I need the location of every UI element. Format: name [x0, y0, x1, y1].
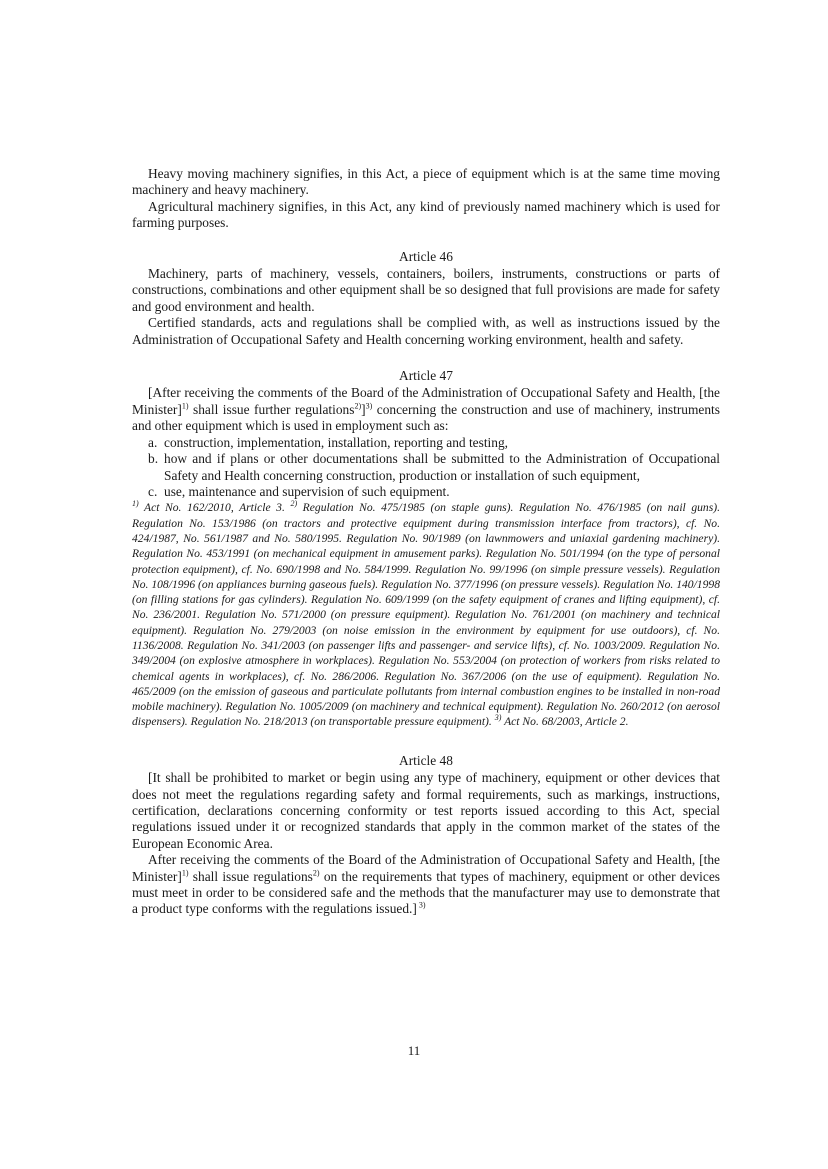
footnote-marker: 3) — [494, 713, 502, 723]
paragraph-agricultural-machinery: Agricultural machinery signifies, in this Act, any kind of previously named machinery which is used for farming purposes. — [132, 198, 720, 231]
article-47-footnotes — [132, 500, 720, 729]
article-48-paragraph-2 — [132, 852, 720, 918]
footnote-text: Act No. 68/2003, Article 2. — [501, 715, 629, 729]
footnote-ref: 1) — [181, 868, 189, 878]
article-46-heading: Article 46 — [399, 248, 453, 264]
article-46-paragraph-1: Machinery, parts of machinery, vessels, containers, boilers, instruments, constructions or parts of constructions, combinations and other equipment shall be so designed that full provisions are made for safety and good environment and health. — [132, 266, 720, 314]
footnote-ref: 3) — [365, 401, 373, 411]
list-marker: a. — [148, 434, 158, 450]
list-marker: c. — [148, 483, 158, 499]
article-48-text-a: After receiving the comments of the Board of the Administration of Occupational Safety and Health, [the Minister] — [132, 852, 720, 884]
list-marker: b. — [148, 451, 159, 467]
footnote-ref: 2) — [354, 401, 362, 411]
list-item — [132, 435, 720, 451]
footnote-ref: 2) — [312, 868, 320, 878]
article-48-paragraph-1: [It shall be prohibited to market or begin using any type of machinery, equipment or other devices that does not meet the regulations regarding safety and formal requirements, such as markings, instructions, certification, declarations concerning conformity or test reports issued according to this Act, special regulations issued under it or recognized standards that apply in the common market of the states of the European Economic Area. — [132, 770, 720, 851]
list-item-text: use, maintenance and supervision of such equipment. — [164, 483, 450, 499]
article-48-text-b: shall issue regulations — [188, 868, 313, 884]
article-48-heading: Article 48 — [399, 752, 453, 768]
footnote-marker: 1) — [132, 499, 139, 509]
article-47-text-c: ] — [361, 401, 366, 417]
article-47-text-a: [After receiving the comments of the Board of the Administration of Occupational Safety and Health, [the Minister] — [132, 385, 720, 417]
article-47-heading: Article 47 — [399, 368, 453, 384]
list-item — [132, 484, 720, 500]
footnote-text: Regulation No. 475/1985 (on staple guns). Regulation No. 476/1985 (on nail guns). Regulation No. 153/1986 (on tractors and protective equipment during transmission interface from tractors), cf. No. 424/1987, No. 561/1987 and No. 580/1995. Regulation No. 90/1989 (on lawnmowers and uniaxial gardening machinery). Regulation No. 453/1991 (on mechanical equipment in amusement parks). Regulation No. 501/1994 (on the type of personal protection equipment), cf. No. 690/1998 and No. 584/1999. Regulation No. 99/1996 (on simple pressure vessels). Regulation No. 108/1996 (on appliances burning gaseous fuels). Regulation No. 377/1996 (on pressure vessels). Regulation No. 140/1998 (on filling stations for gas cylinders). Regulation No. 609/1999 (on the safety equipment of cranes and lifting equipment), cf. No. 236/2001. Regulation No. 571/2000 (on pressure equipment). Regulation No. 761/2001 (on machinery and technical equipment). Regulation No. 279/2003 (on noise emission in the environment by equipment for use outdoors), cf. No. 1136/2008. Regulation No. 341/2003 (on passenger lifts and passenger- and service lifts), cf. No. 1003/2009. Regulation No. 349/2004 (on explosive atmosphere in workplaces). Regulation No. 553/2004 (on protection of workers from risks related to chemical agents in workplaces), cf. No. 286/2006. Regulation No. 367/2006 (on the use of equipment). Regulation No. 465/2009 (on the emission of gaseous and particulate pollutants from internal combustion engines to be installed in non-road mobile machinery). Regulation No. 1005/2009 (on machinery and technical equipment). Regulation No. 260/2012 (on aerosol dispensers). Regulation No. 218/2013 (on transportable pressure equipment). — [132, 501, 720, 729]
article-47-list — [132, 435, 720, 501]
list-item-text: how and if plans or other documentations shall be submitted to the Administration of Occupational Safety and Health concerning construction, production or installation of such equipment, — [164, 451, 720, 483]
article-47-paragraph-1 — [132, 385, 720, 434]
footnote-text: Act No. 162/2010, Article 3. — [138, 501, 291, 515]
article-46-paragraph-2: Certified standards, acts and regulations shall be complied with, as well as instructions issued by the Administration of Occupational Safety and Health concerning working environment, health and safety. — [132, 315, 720, 347]
list-item-text: construction, implementation, installation, reporting and testing, — [164, 434, 508, 450]
list-item — [132, 451, 720, 484]
footnote-marker: 2) — [290, 499, 298, 509]
footnote-ref: 3) — [416, 900, 426, 910]
page-number: 11 — [407, 1043, 421, 1058]
paragraph-heavy-moving-machinery: Heavy moving machinery signifies, in this Act, a piece of equipment which is at the same time moving machinery and heavy machinery. — [132, 166, 720, 198]
document-page — [132, 166, 720, 918]
article-48-text-c: on the requirements that types of machinery, equipment or other devices must meet in order to be considered safe and the methods that the manufacturer may use to demonstrate that a product type conforms with the regulations issued.] — [132, 868, 720, 917]
footnote-ref: 1) — [181, 401, 189, 411]
article-47-text-d: concerning the construction and use of machinery, instruments and other equipment which is used in employment such as: — [132, 401, 720, 434]
article-47-text-b: shall issue further regulations — [188, 401, 355, 417]
